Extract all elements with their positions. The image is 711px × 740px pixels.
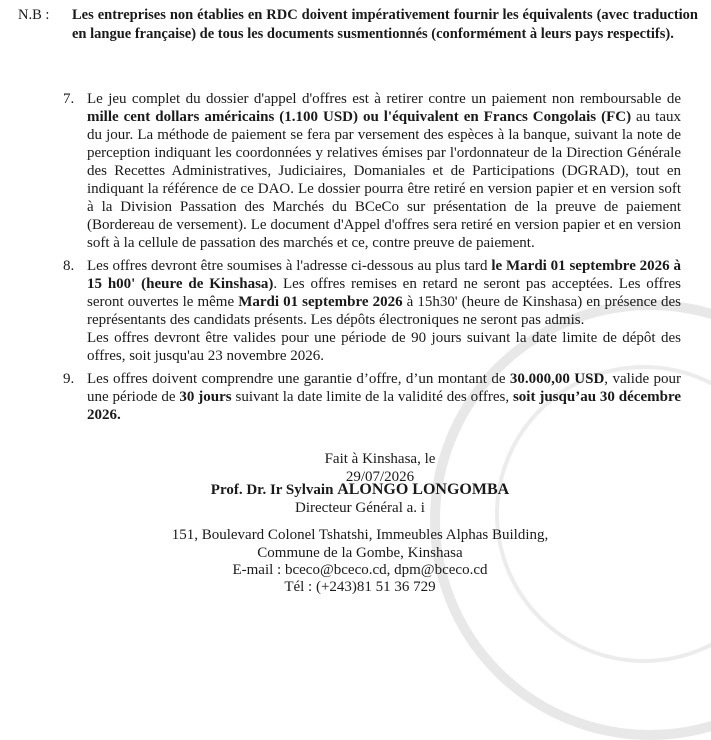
- signatory-name: [185, 481, 535, 499]
- clause-body: [87, 370, 681, 424]
- telephone-line: Tél : (+243)81 51 36 729: [284, 579, 436, 595]
- nb-label: N.B :: [18, 7, 50, 23]
- clause-text: Les offres devront être valides pour une période de 90 jours suivant la date limite de dépôt des offres, soit jusqu'au 23 novembre 2026.: [87, 330, 681, 364]
- clause-emphasis: le Mardi 01 septembre 2026 à 15 h00' (heure de Kinshasa): [87, 258, 681, 292]
- email-line: E-mail : bceco@bceco.cd, dpm@bceco.cd: [232, 562, 488, 578]
- nb-text: Les entreprises non établies en RDC doivent impérativement fournir les équivalents (avec traduction en langue française) de tous les documents susmentionnés (conformément à leurs pays respectifs).: [72, 7, 698, 42]
- clause-text: Les offres devront être soumises à l'adresse ci-dessous au plus tard: [87, 258, 492, 274]
- signatory-name-last: ALONGO LONGOMBA: [337, 481, 510, 498]
- signatory-name-first: Prof. Dr. Ir Sylvain: [210, 482, 338, 498]
- clause-number: 8.: [63, 258, 75, 274]
- clause-text: au taux du jour. La méthode de paiement se fera par versement des espèces à la banque, suivant la note de perception indiquant les coordonnées y relatives émises par l'ordonnateur de la Direction Générale des Recettes Administratives, Judiciaires, Domaniales et de Participations (DGRAD), tout en indiquant la référence de ce DAO. Le dossier pourra être retiré en version papier et en version soft à la Division Passation des Marchés du BCeCo sur présentation de la preuve de paiement (Bordereau de versement). Le document d'Appel d'offres sera retiré en version papier et en version soft à la cellule de passation des marchés et ce, contre preuve de paiement.: [87, 109, 681, 251]
- clause-text: Les offres doivent comprendre une garantie d’offre, d’un montant de: [87, 371, 510, 387]
- clause-emphasis: 30 jours: [179, 389, 232, 405]
- address-line-1: 151, Boulevard Colonel Tshatshi, Immeubles Alphas Building,: [171, 527, 549, 543]
- clause-emphasis: soit jusqu’au 30 décembre 2026.: [87, 389, 681, 423]
- place-date: Fait à Kinshasa, le 29/07/2026: [324, 451, 436, 485]
- stamp-seal: [430, 300, 711, 740]
- clause-body: [87, 90, 681, 252]
- address-line-2: Commune de la Gombe, Kinshasa: [257, 545, 463, 561]
- clause-number: 9.: [63, 371, 75, 387]
- clause-number: 7.: [63, 91, 75, 107]
- clause-emphasis: mille cent dollars américains (1.100 USD) ou l'équivalent en Francs Congolais (FC): [87, 109, 632, 125]
- signatory-title: Directeur Général a. i: [295, 500, 425, 516]
- clause-text: , valide pour une période de: [87, 371, 681, 405]
- clause-text: Le jeu complet du dossier d'appel d'offres est à retirer contre un paiement non remboursable de: [87, 91, 681, 107]
- clause-emphasis: Mardi 01 septembre 2026: [238, 294, 403, 310]
- clause-text: . Les offres remises en retard ne seront pas acceptées. Les offres seront ouvertes le même: [87, 276, 681, 310]
- clause-text: à 15h30' (heure de Kinshasa) en présence des représentants des candidats présents. Les dépôts électroniques ne seront pas admis.: [87, 294, 682, 328]
- clause-body: [87, 257, 681, 365]
- clause-emphasis: 30.000,00 USD: [509, 371, 605, 387]
- clause-text: suivant la date limite de la validité des offres,: [231, 389, 513, 405]
